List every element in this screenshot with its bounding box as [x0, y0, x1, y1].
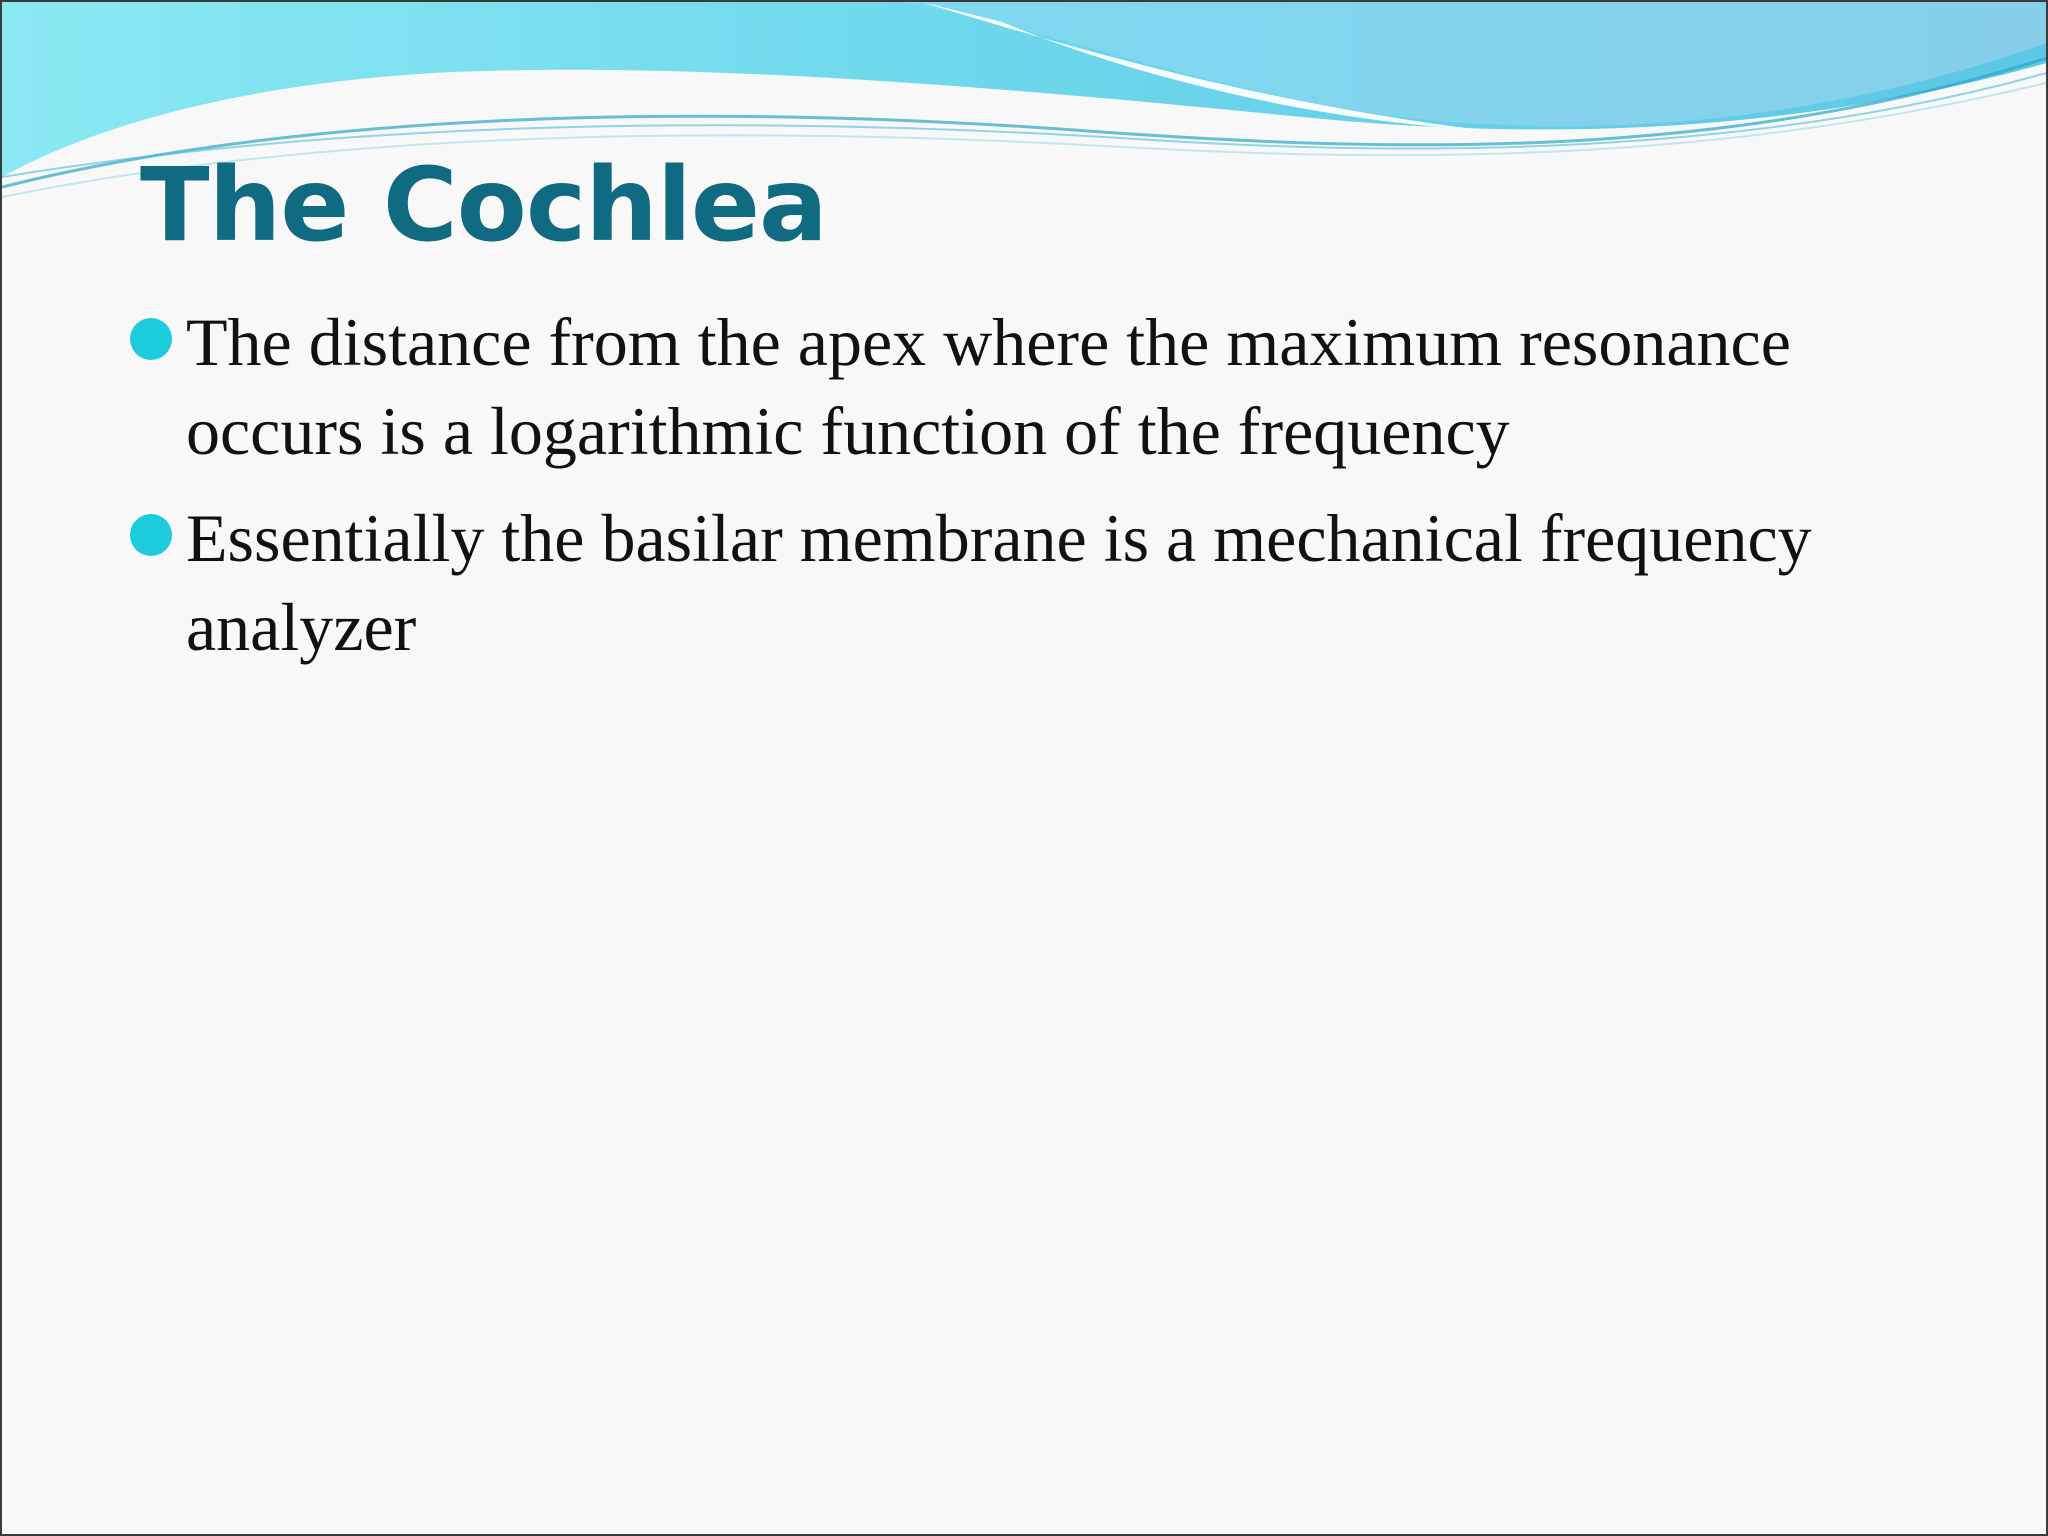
bullet-dot-icon [130, 514, 172, 556]
bullet-item [130, 298, 1890, 476]
slide-title: The Cochlea [140, 146, 827, 265]
bullet-text: Essentially the basilar membrane is a mechanical frequency analyzer [186, 500, 1812, 665]
bullet-text: The distance from the apex where the maximum resonance occurs is a logarithmic function of the frequency [186, 304, 1791, 469]
bullet-list [130, 298, 1890, 690]
bullet-item [130, 494, 1890, 672]
bullet-dot-icon [130, 318, 172, 360]
